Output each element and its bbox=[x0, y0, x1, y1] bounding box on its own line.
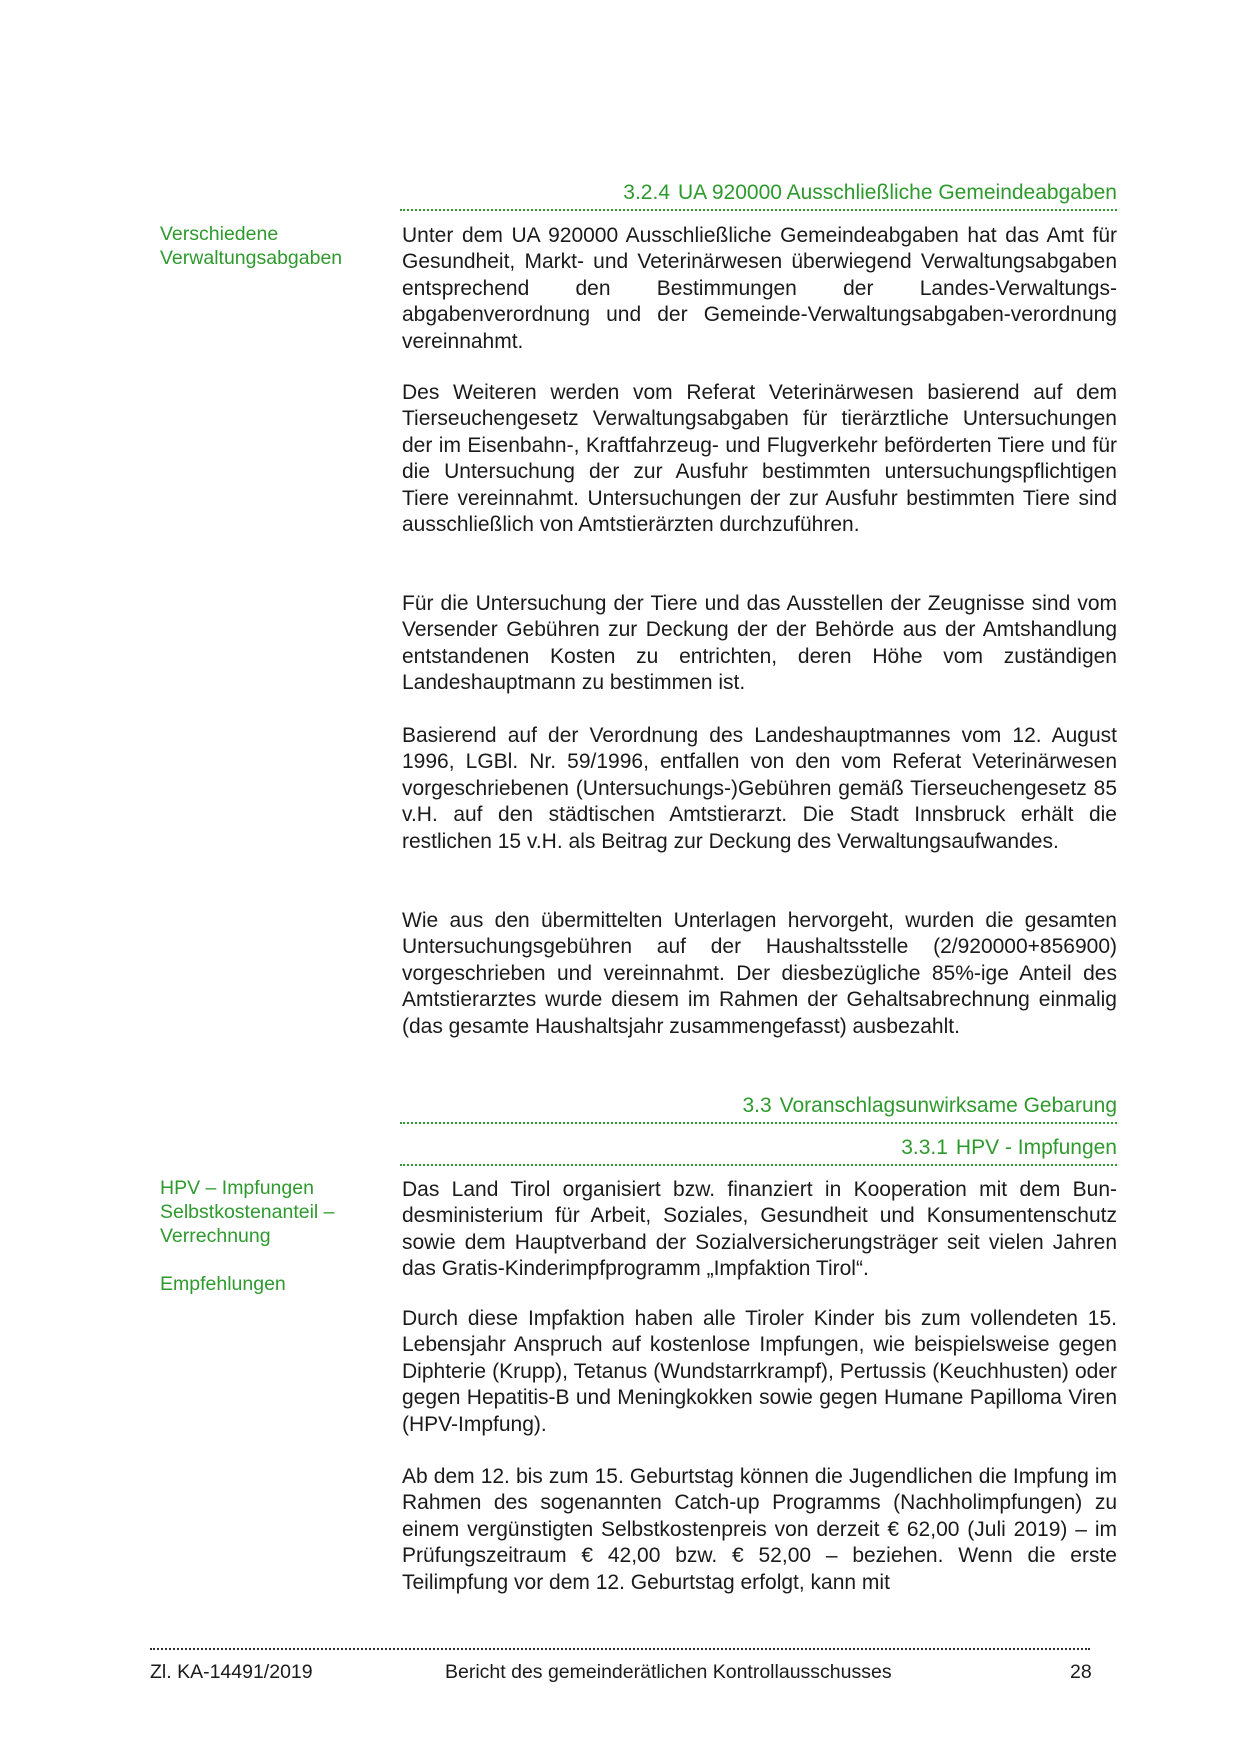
paragraph: Des Weiteren werden vom Referat Veterinärwesen basierend auf dem Tierseuchengesetz Verwaltungsabgaben für tierärztliche Untersuchungen der im Eisenbahn-, Kraftfahrzeug- und Flugverkehr beförderten Tiere und für die Untersuchung der zur Ausfuhr bestimmten untersuchungspflichtigen Tiere vereinnahmt. Untersuchungen der zur Ausfuhr bestimmten Tiere sind ausschließlich von Amtstierärzten durchzuführen. bbox=[402, 381, 1117, 537]
section-title: HPV - Impfungen bbox=[955, 1136, 1117, 1159]
heading-rule bbox=[400, 1164, 1117, 1166]
paragraph: Basierend auf der Verordnung des Landeshauptmannes vom 12. August 1996, LGBl. Nr. 59/1996, entfallen von den vom Referat Veterinärwesen vorgeschriebenen (Untersuchungs-)Gebühren gemäß Tierseuchengesetz 85 v.H. auf den städtischen Amtstierarzt. Die Stadt Innsbruck erhält die restlichen 15 v.H. als Beitrag zur Deckung des Verwaltungsaufwandes. bbox=[402, 724, 1117, 853]
page-number: 28 bbox=[1070, 1661, 1092, 1683]
paragraph: Das Land Tirol organisiert bzw. finanziert in Kooperation mit dem Bundesministerium für Arbeit, Soziales, Gesundheit und Konsumentenschutz sowie dem Hauptverband der Sozialversicherungsträger seit vielen Jahren das Gratis-Kinderimpfprogramm „Impfaktion Tirol“. bbox=[402, 1178, 1117, 1281]
footer-rule bbox=[150, 1648, 1090, 1650]
section-number: 3.2.4 bbox=[623, 181, 671, 204]
margin-note-line: Verrechnung bbox=[160, 1225, 271, 1247]
footer-reference: Zl. KA-14491/2019 bbox=[150, 1661, 313, 1683]
margin-note-verwaltungsabgaben bbox=[160, 222, 380, 270]
section-number: 3.3.1 bbox=[901, 1136, 948, 1159]
margin-note-line: Selbstkostenanteil – bbox=[160, 1201, 335, 1223]
paragraph: Unter dem UA 920000 Ausschließliche Gemeindeabgaben hat das Amt für Gesundheit, Markt- und Veterinärwesen überwiegend Verwaltungsabgaben entsprechend den Bestimmungen der Landes-Verwaltungsabgabenverordnung und der Gemeinde-Verwaltungsabgaben-verordnung vereinnahmt. bbox=[402, 224, 1117, 353]
section-number: 3.3 bbox=[742, 1094, 772, 1117]
section-heading-3-3 bbox=[400, 1093, 1117, 1119]
margin-note-empfehlungen: Empfehlungen bbox=[160, 1273, 286, 1295]
section-title: UA 920000 Ausschließliche Gemeindeabgaben bbox=[678, 181, 1117, 204]
paragraph: Für die Untersuchung der Tiere und das Ausstellen der Zeugnisse sind vom Versender Gebühren zur Deckung der der Behörde aus der Amtshandlung entstandenen Kosten zu entrichten, deren Höhe vom zuständigen Landeshauptmann zu bestimmen ist. bbox=[402, 592, 1117, 695]
margin-note-line: HPV – Impfungen bbox=[160, 1177, 314, 1199]
heading-rule bbox=[400, 1122, 1117, 1124]
paragraph: Wie aus den übermittelten Unterlagen hervorgeht, wurden die gesamten Untersuchungsgebühren auf der Haushaltsstelle (2/920000+856900) vorgeschrieben und vereinnahmt. Der diesbezügliche 85%-ige Anteil des Amtstierarztes wurde diesem im Rahmen der Gehaltsabrechnung einmalig (das gesamte Haushaltsjahr zusammengefasst) ausbezahlt. bbox=[402, 909, 1117, 1038]
section-title: Voranschlagsunwirksame Gebarung bbox=[779, 1094, 1117, 1117]
margin-note-line: Verschiedene bbox=[160, 223, 279, 245]
margin-note-hpv bbox=[160, 1176, 380, 1248]
paragraph: Durch diese Impfaktion haben alle Tiroler Kinder bis zum vollendeten 15. Lebensjahr Anspruch auf kostenlose Impfungen, wie beispielsweise gegen Diphterie (Krupp), Tetanus (Wundstarrkrampf), Pertussis (Keuchhusten) oder gegen Hepatitis-B und Meningkokken sowie gegen Humane Papilloma Viren (HPV-Impfung). bbox=[402, 1307, 1117, 1436]
footer-title: Bericht des gemeinderätlichen Kontrollausschusses bbox=[445, 1661, 892, 1683]
section-heading-3-2-4 bbox=[400, 180, 1117, 206]
section-heading-3-3-1 bbox=[400, 1135, 1117, 1161]
heading-rule bbox=[400, 209, 1117, 211]
paragraph: Ab dem 12. bis zum 15. Geburtstag können die Jugendlichen die Impfung im Rahmen des sogenannten Catch-up Programms (Nachholimpfungen) zu einem vergünstigten Selbstkostenpreis von derzeit € 62,00 (Juli 2019) – im Prüfungszeitraum € 42,00 bzw. € 52,00 – beziehen. Wenn die erste Teilimpfung vor dem 12. Geburtstag erfolgt, kann mit bbox=[402, 1465, 1117, 1594]
margin-note-line: Verwaltungsabgaben bbox=[160, 247, 343, 269]
